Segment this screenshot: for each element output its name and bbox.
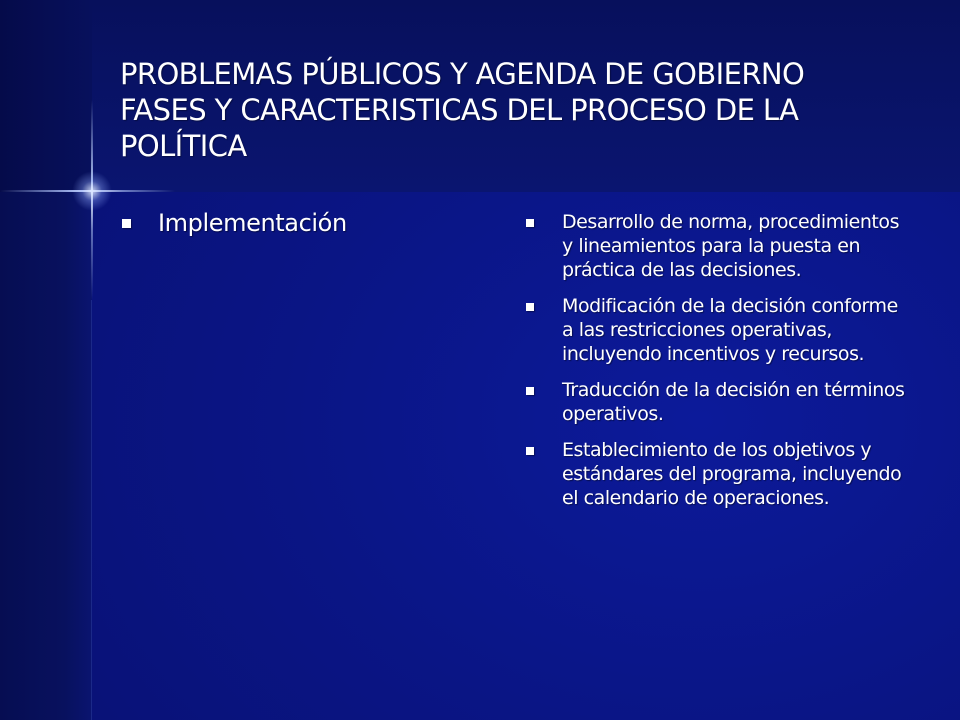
list-item-text: Desarrollo de norma, procedimientos y lineamientos para la puesta en práctica de las decisiones.	[562, 211, 900, 281]
list-item	[526, 294, 906, 366]
list-item-text: Traducción de la decisión en términos operativos.	[562, 379, 905, 425]
title-line-3: POLÍTICA	[120, 129, 247, 163]
right-bullet-list	[526, 210, 906, 522]
square-bullet-icon	[526, 387, 534, 395]
slide-title	[120, 56, 880, 164]
square-bullet-icon	[122, 219, 131, 228]
left-bullet-text: Implementación	[158, 209, 347, 237]
sparkle-star-icon	[72, 171, 112, 211]
title-line-1: PROBLEMAS PÚBLICOS Y AGENDA DE GOBIERNO	[120, 57, 805, 91]
vertical-accent-line	[91, 300, 92, 720]
square-bullet-icon	[526, 303, 534, 311]
title-line-2: FASES Y CARACTERISTICAS DEL PROCESO DE LA	[120, 93, 799, 127]
list-item	[526, 438, 906, 510]
list-item	[526, 210, 906, 282]
list-item	[526, 378, 906, 426]
left-column	[122, 208, 452, 238]
square-bullet-icon	[526, 219, 534, 227]
list-item-text: Establecimiento de los objetivos y estándares del programa, incluyendo el calendario de operaciones.	[562, 439, 902, 509]
left-bullet-item	[122, 208, 452, 238]
list-item-text: Modificación de la decisión conforme a las restricciones operativas, incluyendo incentivos y recursos.	[562, 295, 898, 365]
square-bullet-icon	[526, 447, 534, 455]
